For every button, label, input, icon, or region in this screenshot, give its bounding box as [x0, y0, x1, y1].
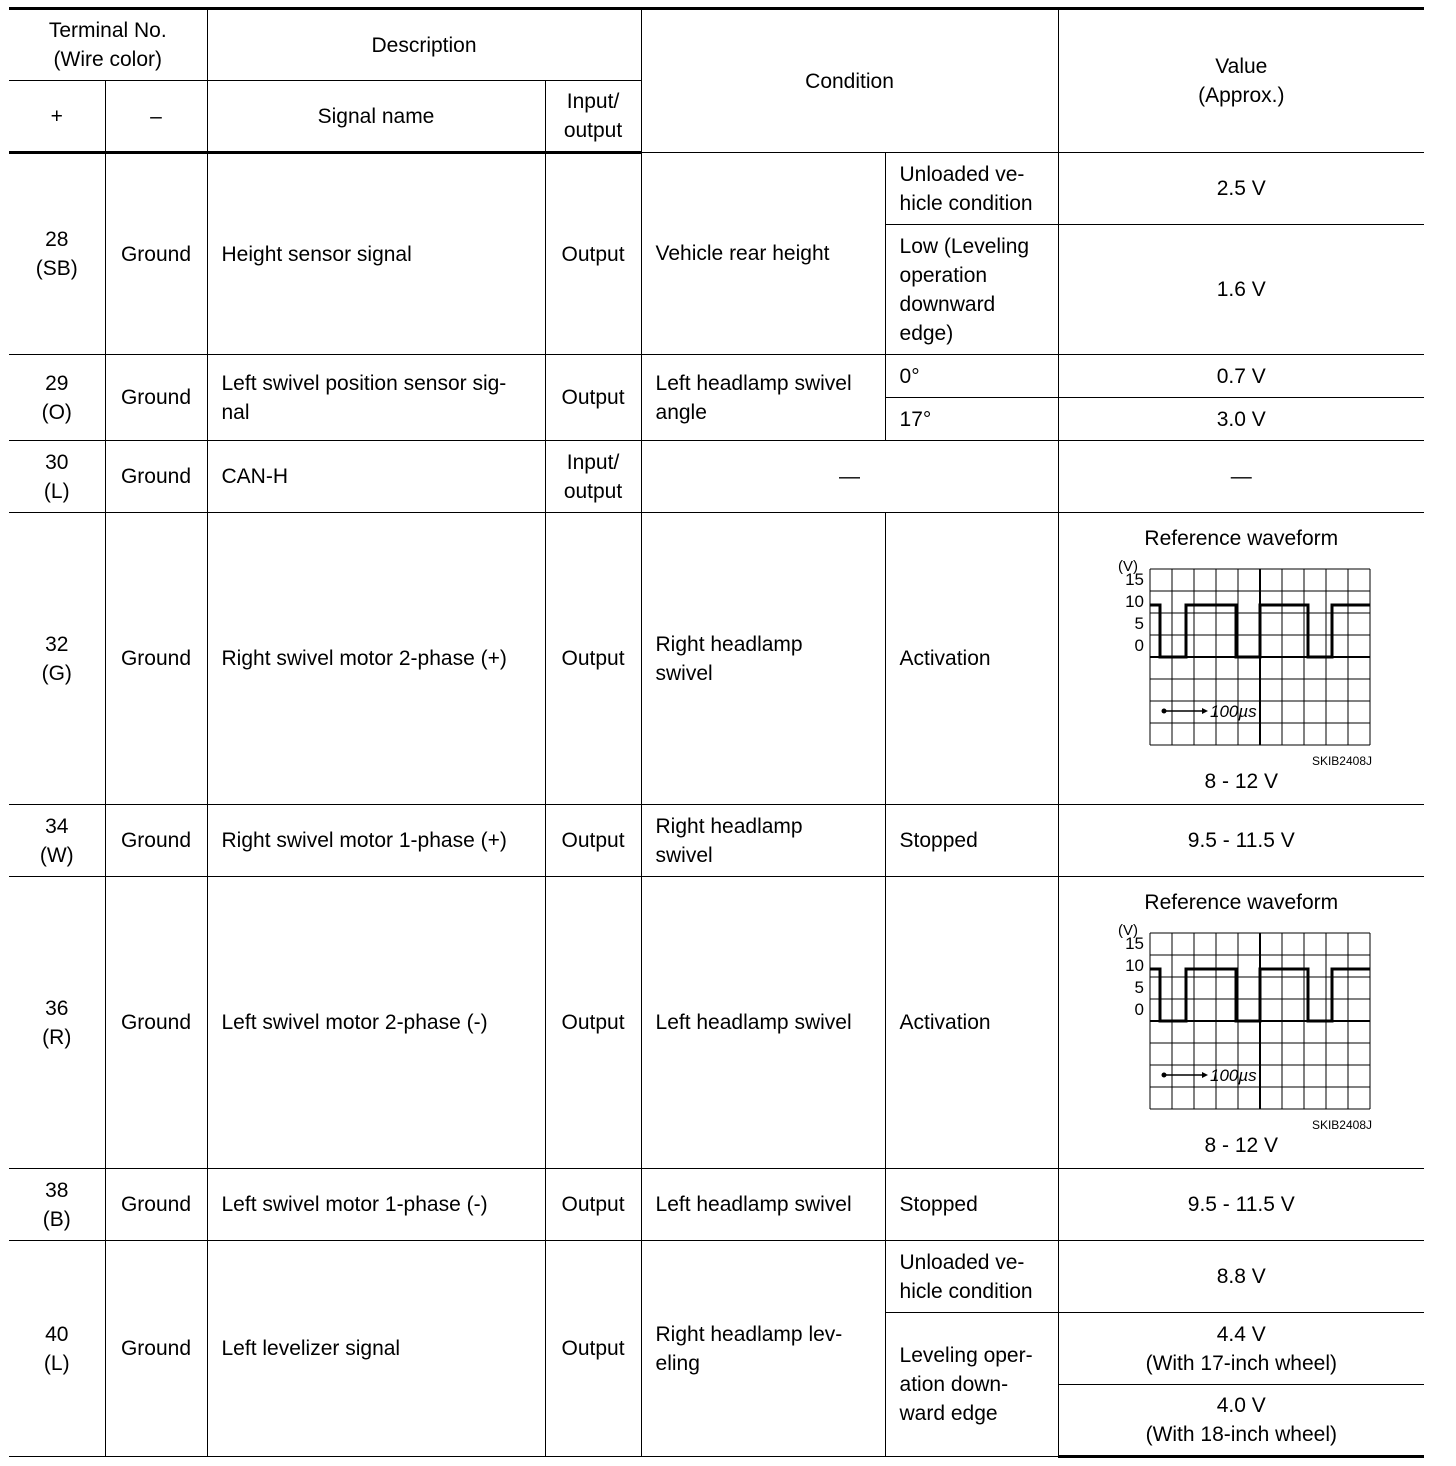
condition-cell: Left headlamp swivel angle	[641, 355, 885, 441]
condition-cell: Left headlamp swivel	[641, 877, 885, 1169]
signal-name-cell: Left swivel position sensor sig- nal	[207, 355, 545, 441]
io-cell: Output	[545, 153, 641, 355]
io-cell: Output	[545, 1169, 641, 1241]
header-minus: –	[105, 81, 207, 153]
header-description: Description	[207, 9, 641, 81]
y-tick-label: 0	[1134, 635, 1145, 655]
y-tick-label: 15	[1125, 933, 1145, 953]
table-row	[9, 513, 1424, 805]
header-plus: +	[9, 81, 105, 153]
arrow-icon	[1202, 1072, 1208, 1078]
value-cell: 8.8 V	[1058, 1241, 1424, 1313]
waveform-graph	[1110, 921, 1372, 1129]
terminal-table	[9, 7, 1424, 1458]
table-row	[9, 805, 1424, 877]
y-tick-label: 15	[1125, 569, 1145, 589]
minus-cell: Ground	[105, 805, 207, 877]
signal-name-cell: CAN-H	[207, 441, 545, 513]
value-cell: 4.4 V (With 17-inch wheel)	[1058, 1313, 1424, 1385]
condition-cell: —	[641, 441, 1058, 513]
signal-name-cell: Left swivel motor 1-phase (-)	[207, 1169, 545, 1241]
condition-cell: Right headlamp lev- eling	[641, 1241, 885, 1457]
y-tick-label: 5	[1134, 613, 1145, 633]
header-input-output: Input/ output	[545, 81, 641, 153]
time-scale-label: 100µs	[1210, 701, 1257, 721]
time-scale-dot	[1162, 1072, 1167, 1077]
time-scale-dot	[1162, 708, 1167, 713]
condition-cell: Left headlamp swivel	[641, 1169, 885, 1241]
table-row	[9, 1241, 1424, 1313]
header-condition: Condition	[641, 9, 1058, 153]
terminal-cell: 32 (G)	[9, 513, 105, 805]
condition-cell: Vehicle rear height	[641, 153, 885, 355]
state-cell: Stopped	[885, 1169, 1058, 1241]
signal-name-cell: Left levelizer signal	[207, 1241, 545, 1457]
condition-cell: Right headlamp swivel	[641, 513, 885, 805]
value-cell: 4.0 V (With 18-inch wheel)	[1058, 1385, 1424, 1457]
waveform-title: Reference waveform	[1144, 526, 1339, 550]
state-cell: Leveling oper- ation down- ward edge	[885, 1313, 1058, 1457]
terminal-cell: 28 (SB)	[9, 153, 105, 355]
header-signal-name: Signal name	[207, 81, 545, 153]
state-cell: Unloaded ve- hicle condition	[885, 153, 1058, 225]
terminal-cell: 36 (R)	[9, 877, 105, 1169]
terminal-cell: 30 (L)	[9, 441, 105, 513]
minus-cell: Ground	[105, 355, 207, 441]
waveform-cell	[1058, 877, 1424, 1169]
minus-cell: Ground	[105, 877, 207, 1169]
state-cell: Activation	[885, 513, 1058, 805]
state-cell: Low (Leveling operation downward edge)	[885, 225, 1058, 355]
terminal-cell: 38 (B)	[9, 1169, 105, 1241]
signal-name-cell: Left swivel motor 2-phase (-)	[207, 877, 545, 1169]
value-cell: 1.6 V	[1058, 225, 1424, 355]
state-cell: Stopped	[885, 805, 1058, 877]
value-cell: 9.5 - 11.5 V	[1058, 1169, 1424, 1241]
waveform-value: 8 - 12 V	[1204, 769, 1279, 793]
waveform-graph	[1110, 557, 1372, 765]
value-cell: —	[1058, 441, 1424, 513]
terminal-cell: 29 (O)	[9, 355, 105, 441]
terminal-cell: 40 (L)	[9, 1241, 105, 1457]
io-cell: Output	[545, 1241, 641, 1457]
io-cell: Output	[545, 355, 641, 441]
terminal-cell: 34 (W)	[9, 805, 105, 877]
state-cell: 17°	[885, 398, 1058, 441]
waveform-cell	[1058, 513, 1424, 805]
figure-code: SKIB2408J	[1312, 753, 1373, 765]
value-cell: 3.0 V	[1058, 398, 1424, 441]
figure-code: SKIB2408J	[1312, 1117, 1373, 1129]
table-row	[9, 355, 1424, 398]
y-unit-label: (V)	[1118, 921, 1139, 939]
minus-cell: Ground	[105, 513, 207, 805]
minus-cell: Ground	[105, 153, 207, 355]
waveform-title: Reference waveform	[1144, 890, 1339, 914]
header-value: Value (Approx.)	[1058, 9, 1424, 153]
io-cell: Output	[545, 877, 641, 1169]
condition-cell: Right headlamp swivel	[641, 805, 885, 877]
minus-cell: Ground	[105, 1241, 207, 1457]
y-unit-label: (V)	[1118, 557, 1139, 575]
table-row	[9, 877, 1424, 1169]
signal-name-cell: Height sensor signal	[207, 153, 545, 355]
table-row	[9, 153, 1424, 225]
value-cell: 9.5 - 11.5 V	[1058, 805, 1424, 877]
minus-cell: Ground	[105, 441, 207, 513]
y-tick-label: 10	[1125, 591, 1145, 611]
state-cell: Unloaded ve- hicle condition	[885, 1241, 1058, 1313]
io-cell: Input/ output	[545, 441, 641, 513]
waveform-value: 8 - 12 V	[1204, 1133, 1279, 1157]
y-tick-label: 10	[1125, 955, 1145, 975]
arrow-icon	[1202, 708, 1208, 714]
table-row	[9, 441, 1424, 513]
y-tick-label: 5	[1134, 977, 1145, 997]
time-scale-label: 100µs	[1210, 1065, 1257, 1085]
io-cell: Output	[545, 805, 641, 877]
state-cell: 0°	[885, 355, 1058, 398]
minus-cell: Ground	[105, 1169, 207, 1241]
header-terminal-no: Terminal No. (Wire color)	[9, 9, 207, 81]
signal-name-cell: Right swivel motor 1-phase (+)	[207, 805, 545, 877]
table-row	[9, 1169, 1424, 1241]
y-tick-label: 0	[1134, 999, 1145, 1019]
signal-name-cell: Right swivel motor 2-phase (+)	[207, 513, 545, 805]
io-cell: Output	[545, 513, 641, 805]
value-cell: 2.5 V	[1058, 153, 1424, 225]
value-cell: 0.7 V	[1058, 355, 1424, 398]
state-cell: Activation	[885, 877, 1058, 1169]
